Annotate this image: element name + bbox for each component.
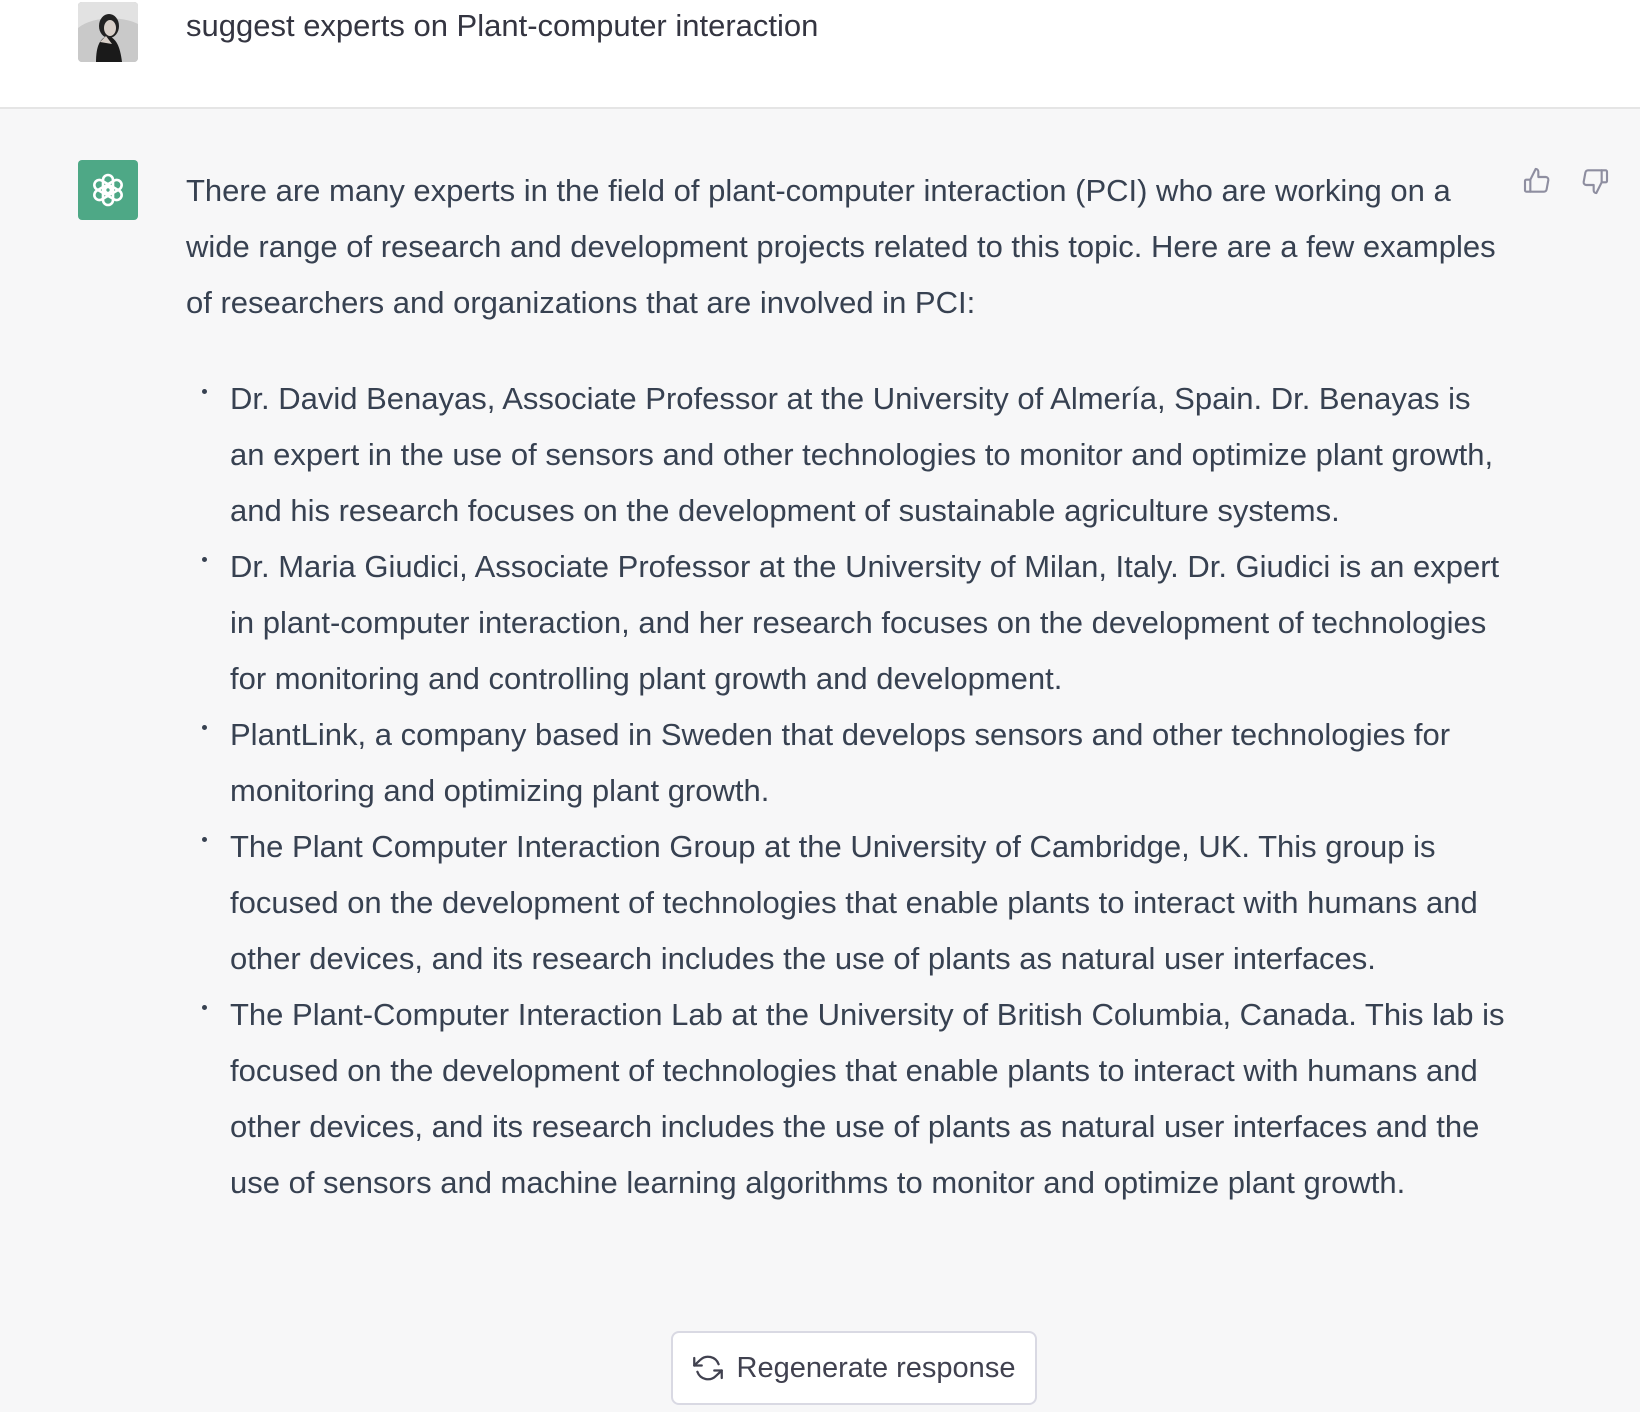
list-item: Dr. David Benayas, Associate Professor at the University of Almería, Spain. Dr. Benayas is an expert in the use of sensors and other technologies to monitor and optimize plant growth, and his research focuses on the development of sustainable agriculture systems. [230, 371, 1506, 539]
openai-logo-icon [78, 160, 138, 220]
regenerate-response-button[interactable] [671, 1331, 1037, 1405]
user-message-text: suggest experts on Plant-computer interaction [186, 8, 819, 43]
user-avatar [78, 2, 138, 62]
regenerate-label: Regenerate response [736, 1351, 1016, 1384]
list-item: PlantLink, a company based in Sweden that develops sensors and other technologies for monitoring and optimizing plant growth. [230, 707, 1506, 819]
thumbs-down-button[interactable] [1578, 164, 1612, 198]
refresh-icon [693, 1353, 723, 1383]
expert-list [186, 371, 1506, 1211]
thumbs-up-button[interactable] [1520, 164, 1554, 198]
user-message-row [0, 0, 1640, 109]
assistant-message-row [0, 109, 1640, 1412]
feedback-controls [1520, 164, 1612, 198]
thumbs-down-icon [1579, 165, 1611, 197]
list-item: The Plant Computer Interaction Group at the University of Cambridge, UK. This group is focused on the development of technologies that enable plants to interact with humans and other devices, and its research includes the use of plants as natural user interfaces. [230, 819, 1506, 987]
thumbs-up-icon [1521, 165, 1553, 197]
list-item: Dr. Maria Giudici, Associate Professor at the University of Milan, Italy. Dr. Giudici is an expert in plant-computer interaction, and her research focuses on the development of technologies for monitoring and controlling plant growth and development. [230, 539, 1506, 707]
answer-intro: There are many experts in the field of plant-computer interaction (PCI) who are working on a wide range of research and development projects related to this topic. Here are a few examples of researchers and organizations that are involved in PCI: [186, 173, 1496, 320]
assistant-message-body [186, 163, 1506, 1211]
list-item: The Plant-Computer Interaction Lab at the University of British Columbia, Canada. This lab is focused on the development of technologies that enable plants to interact with humans and other devices, and its research includes the use of plants as natural user interfaces and the use of sensors and machine learning algorithms to monitor and optimize plant growth. [230, 987, 1506, 1211]
